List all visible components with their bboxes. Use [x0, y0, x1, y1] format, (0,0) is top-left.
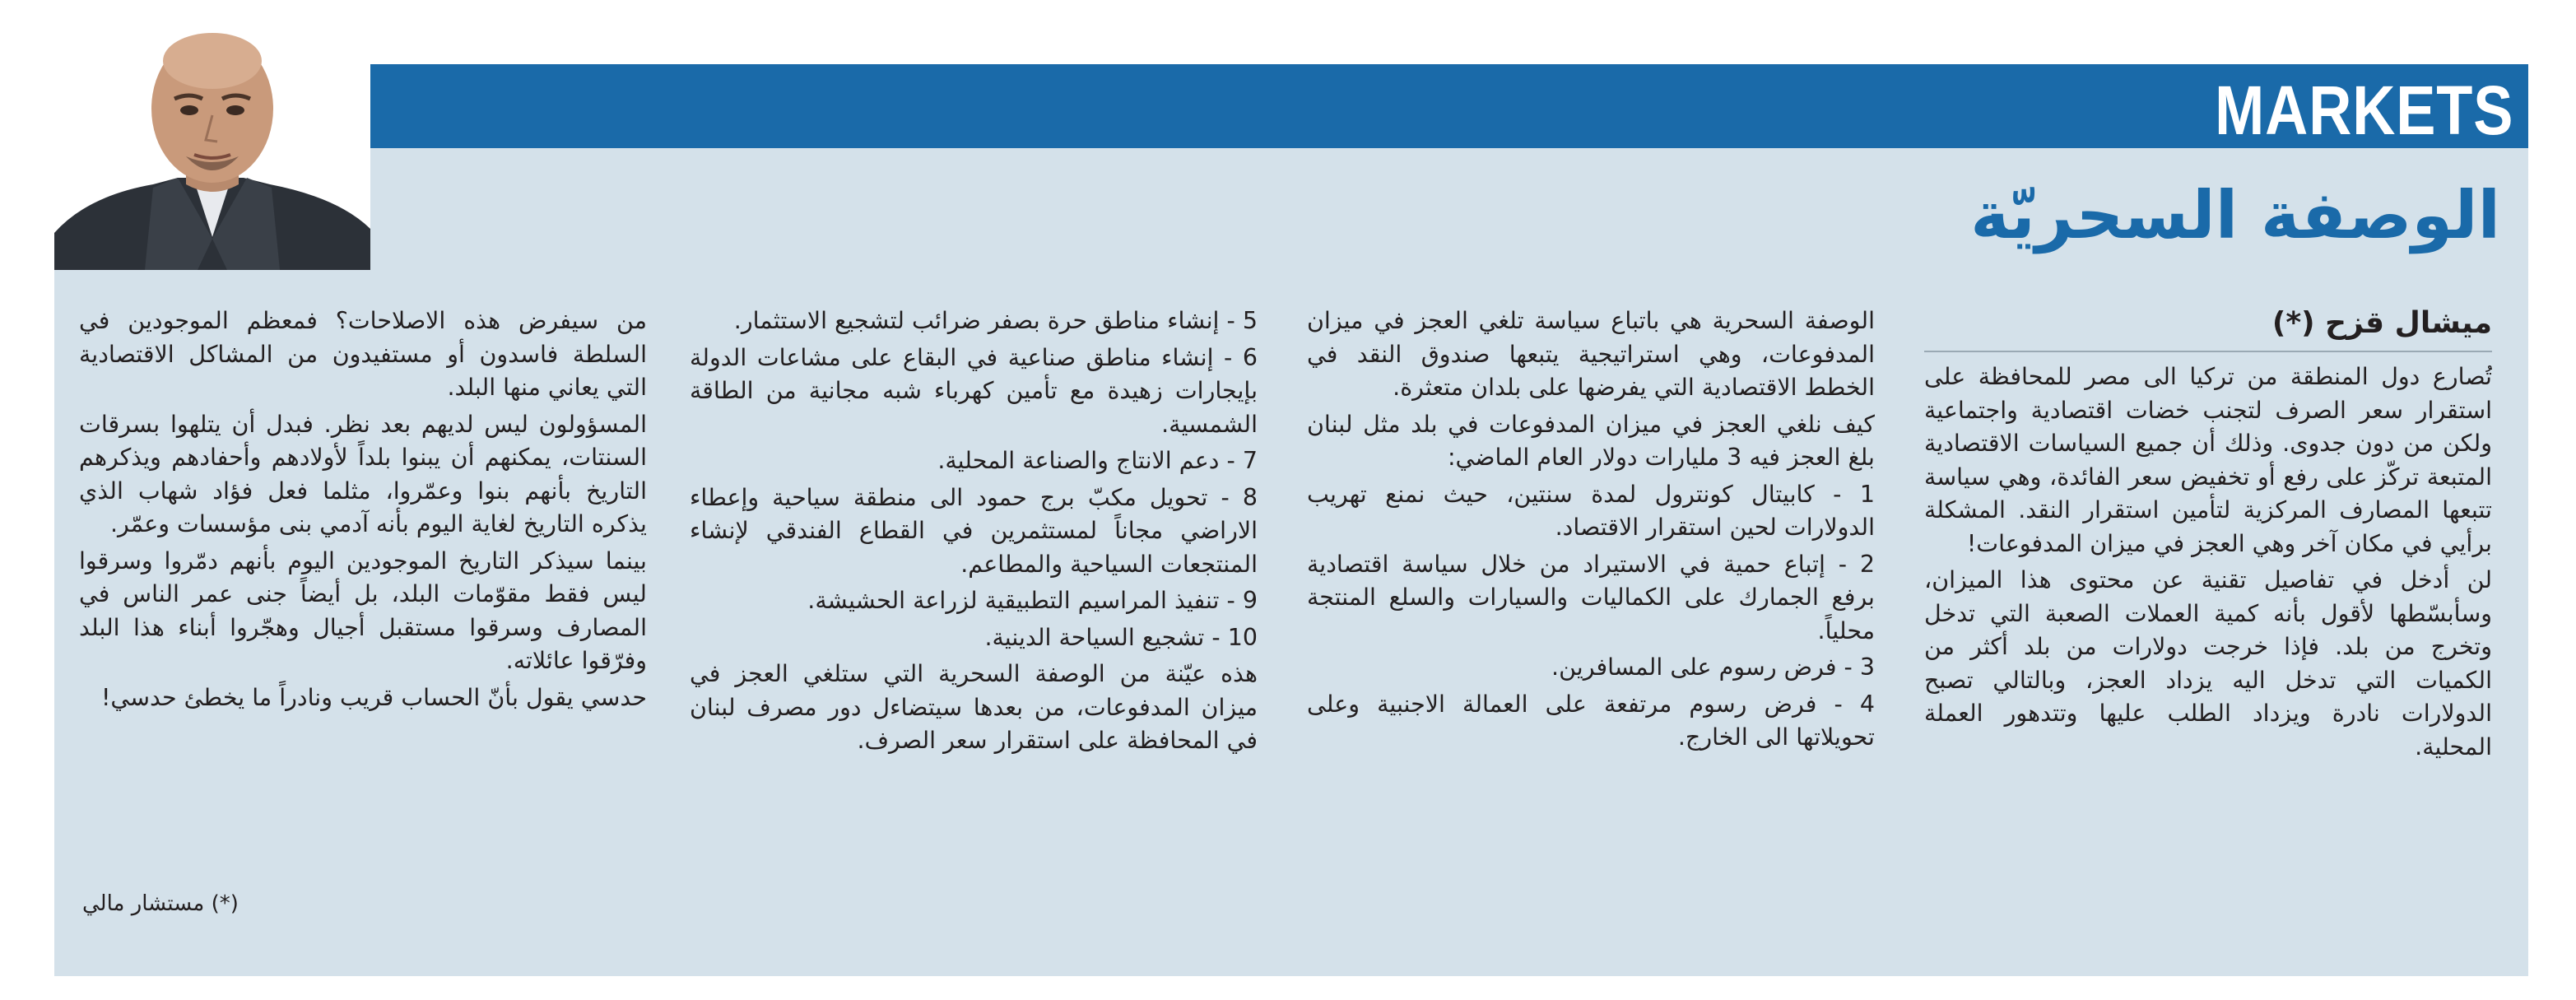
paragraph: كيف نلغي العجز في ميزان المدفوعات في بلد مثل لبنان بلغ العجز فيه 3 مليارات دولار العام الماضي:	[1307, 410, 1875, 471]
list-item: 1 - كابيتال كونترول لمدة سنتين، حيث نمنع تهريب الدولارات لحين استقرار الاقتصاد.	[1307, 480, 1875, 541]
paragraph: تُصارع دول المنطقة من تركيا الى مصر للمحافظة على استقرار سعر الصرف لتجنب خضات اقتصادية واجتماعية ولكن من دون جدوى. وذلك أن جميع السياسات الاقتصادية المتبعة تركّز على رفع أو تخفيض سعر الفائدة، وهي سياسة تتبعها المصارف المركزية لتأمين استقرار النقد. المشكلة برأيي في مكان آخر وهي العجز في ميزان المدفوعات!	[1924, 363, 2492, 557]
author-footnote: (*) مستشار مالي	[82, 891, 239, 916]
list-item: 5 - إنشاء مناطق حرة بصفر ضرائب لتشجيع الاستثمار.	[733, 307, 1258, 334]
paragraph: المسؤولون ليس لديهم بعد نظر. فبدل أن يتلهوا بسرقات السنتات، يمكنهم أن يبنوا بلداً لأولادهم وأحفادهم ويذكرهم التاريخ بأنهم بنوا وعمّروا، مثلما فعل فؤاد شهاب الذي يذكره التاريخ لغاية اليوم بأنه آدمي بنى مؤسسات وعمّر.	[79, 410, 647, 537]
author-photo	[54, 23, 370, 270]
list-item: 2 - إتباع حمية في الاستيراد من خلال سياسة اقتصادية برفع الجمارك على الكماليات والسيارات والسلع المنتجة محلياً.	[1307, 550, 1875, 644]
list-item: 6 - إنشاء مناطق صناعية في البقاع على مشاعات الدولة بإيجارات زهيدة مع تأمين كهرباء شبه مجانية من الطاقة الشمسية.	[690, 343, 1258, 438]
list-item: 3 - فرض رسوم على المسافرين.	[1551, 653, 1875, 681]
article-column-2	[1307, 305, 1875, 938]
section-bar	[54, 64, 2528, 148]
list-item: 8 - تحويل مكبّ برج حمود الى منطقة سياحية وإعطاء الاراضي مجاناً لمستثمرين في القطاع الفندقي لإنشاء المنتجعات السياحية والمطاعم.	[690, 483, 1258, 578]
paragraph: لن أدخل في تفاصيل تقنية عن محتوى هذا الميزان، وسأبسّطها لأقول بأنه كمية العملات الصعبة التي تدخل وتخرج من بلد. فإذا خرجت دولارات من بلد أكثر من الكميات التي تدخل اليه يزداد العجز، وبالتالي تصبح الدولارات نادرة ويزداد الطلب عليها وتتدهور العملة المحلية.	[1924, 566, 2492, 760]
paragraph: من سيفرض هذه الاصلاحات؟ فمعظم الموجودين في السلطة فاسدون أو مستفيدون من المشاكل الاقتصادية التي يعاني منها البلد.	[79, 307, 647, 401]
author-byline: ميشال قزح (*)	[1924, 305, 2492, 352]
paragraph: بينما سيذكر التاريخ الموجودين اليوم بأنهم دمّروا وسرقوا ليس فقط مقوّمات البلد، بل أيضاً جنى عمر الناس في المصارف وسرقوا مستقبل أجيال وهجّروا أبناء هذا البلد وفرّقوا عائلاته.	[79, 547, 647, 674]
list-item: 9 - تنفيذ المراسيم التطبيقية لزراعة الحشيشة.	[807, 587, 1258, 614]
article-headline: الوصفة السحريّة	[1970, 177, 2500, 253]
author-portrait-icon	[54, 23, 370, 270]
list-item: 4 - فرض رسوم مرتفعة على العمالة الاجنبية وعلى تحويلاتها الى الخارج.	[1307, 690, 1875, 751]
section-label: MARKETS	[2214, 72, 2513, 149]
article-column-3	[690, 305, 1258, 938]
paragraph: الوصفة السحرية هي باتباع سياسة تلغي العجز في ميزان المدفوعات، وهي استراتيجية يتبعها صندوق النقد في الخطط الاقتصادية التي يفرضها على بلدان متعثرة.	[1307, 307, 1875, 401]
list-item: 7 - دعم الانتاج والصناعة المحلية.	[937, 447, 1258, 474]
paragraph: حدسي يقول بأنّ الحساب قريب ونادراً ما يخطئ حدسي!	[100, 683, 647, 711]
list-item: 10 - تشجيع السياحة الدينية.	[984, 623, 1258, 651]
article-column-4	[79, 305, 647, 938]
article-column-1	[1924, 305, 2492, 938]
paragraph: هذه عيّنة من الوصفة السحرية التي ستلغي العجز في ميزان المدفوعات، من بعدها سيتضاءل دور مصرف لبنان في المحافظة على استقرار سعر الصرف.	[690, 660, 1258, 754]
